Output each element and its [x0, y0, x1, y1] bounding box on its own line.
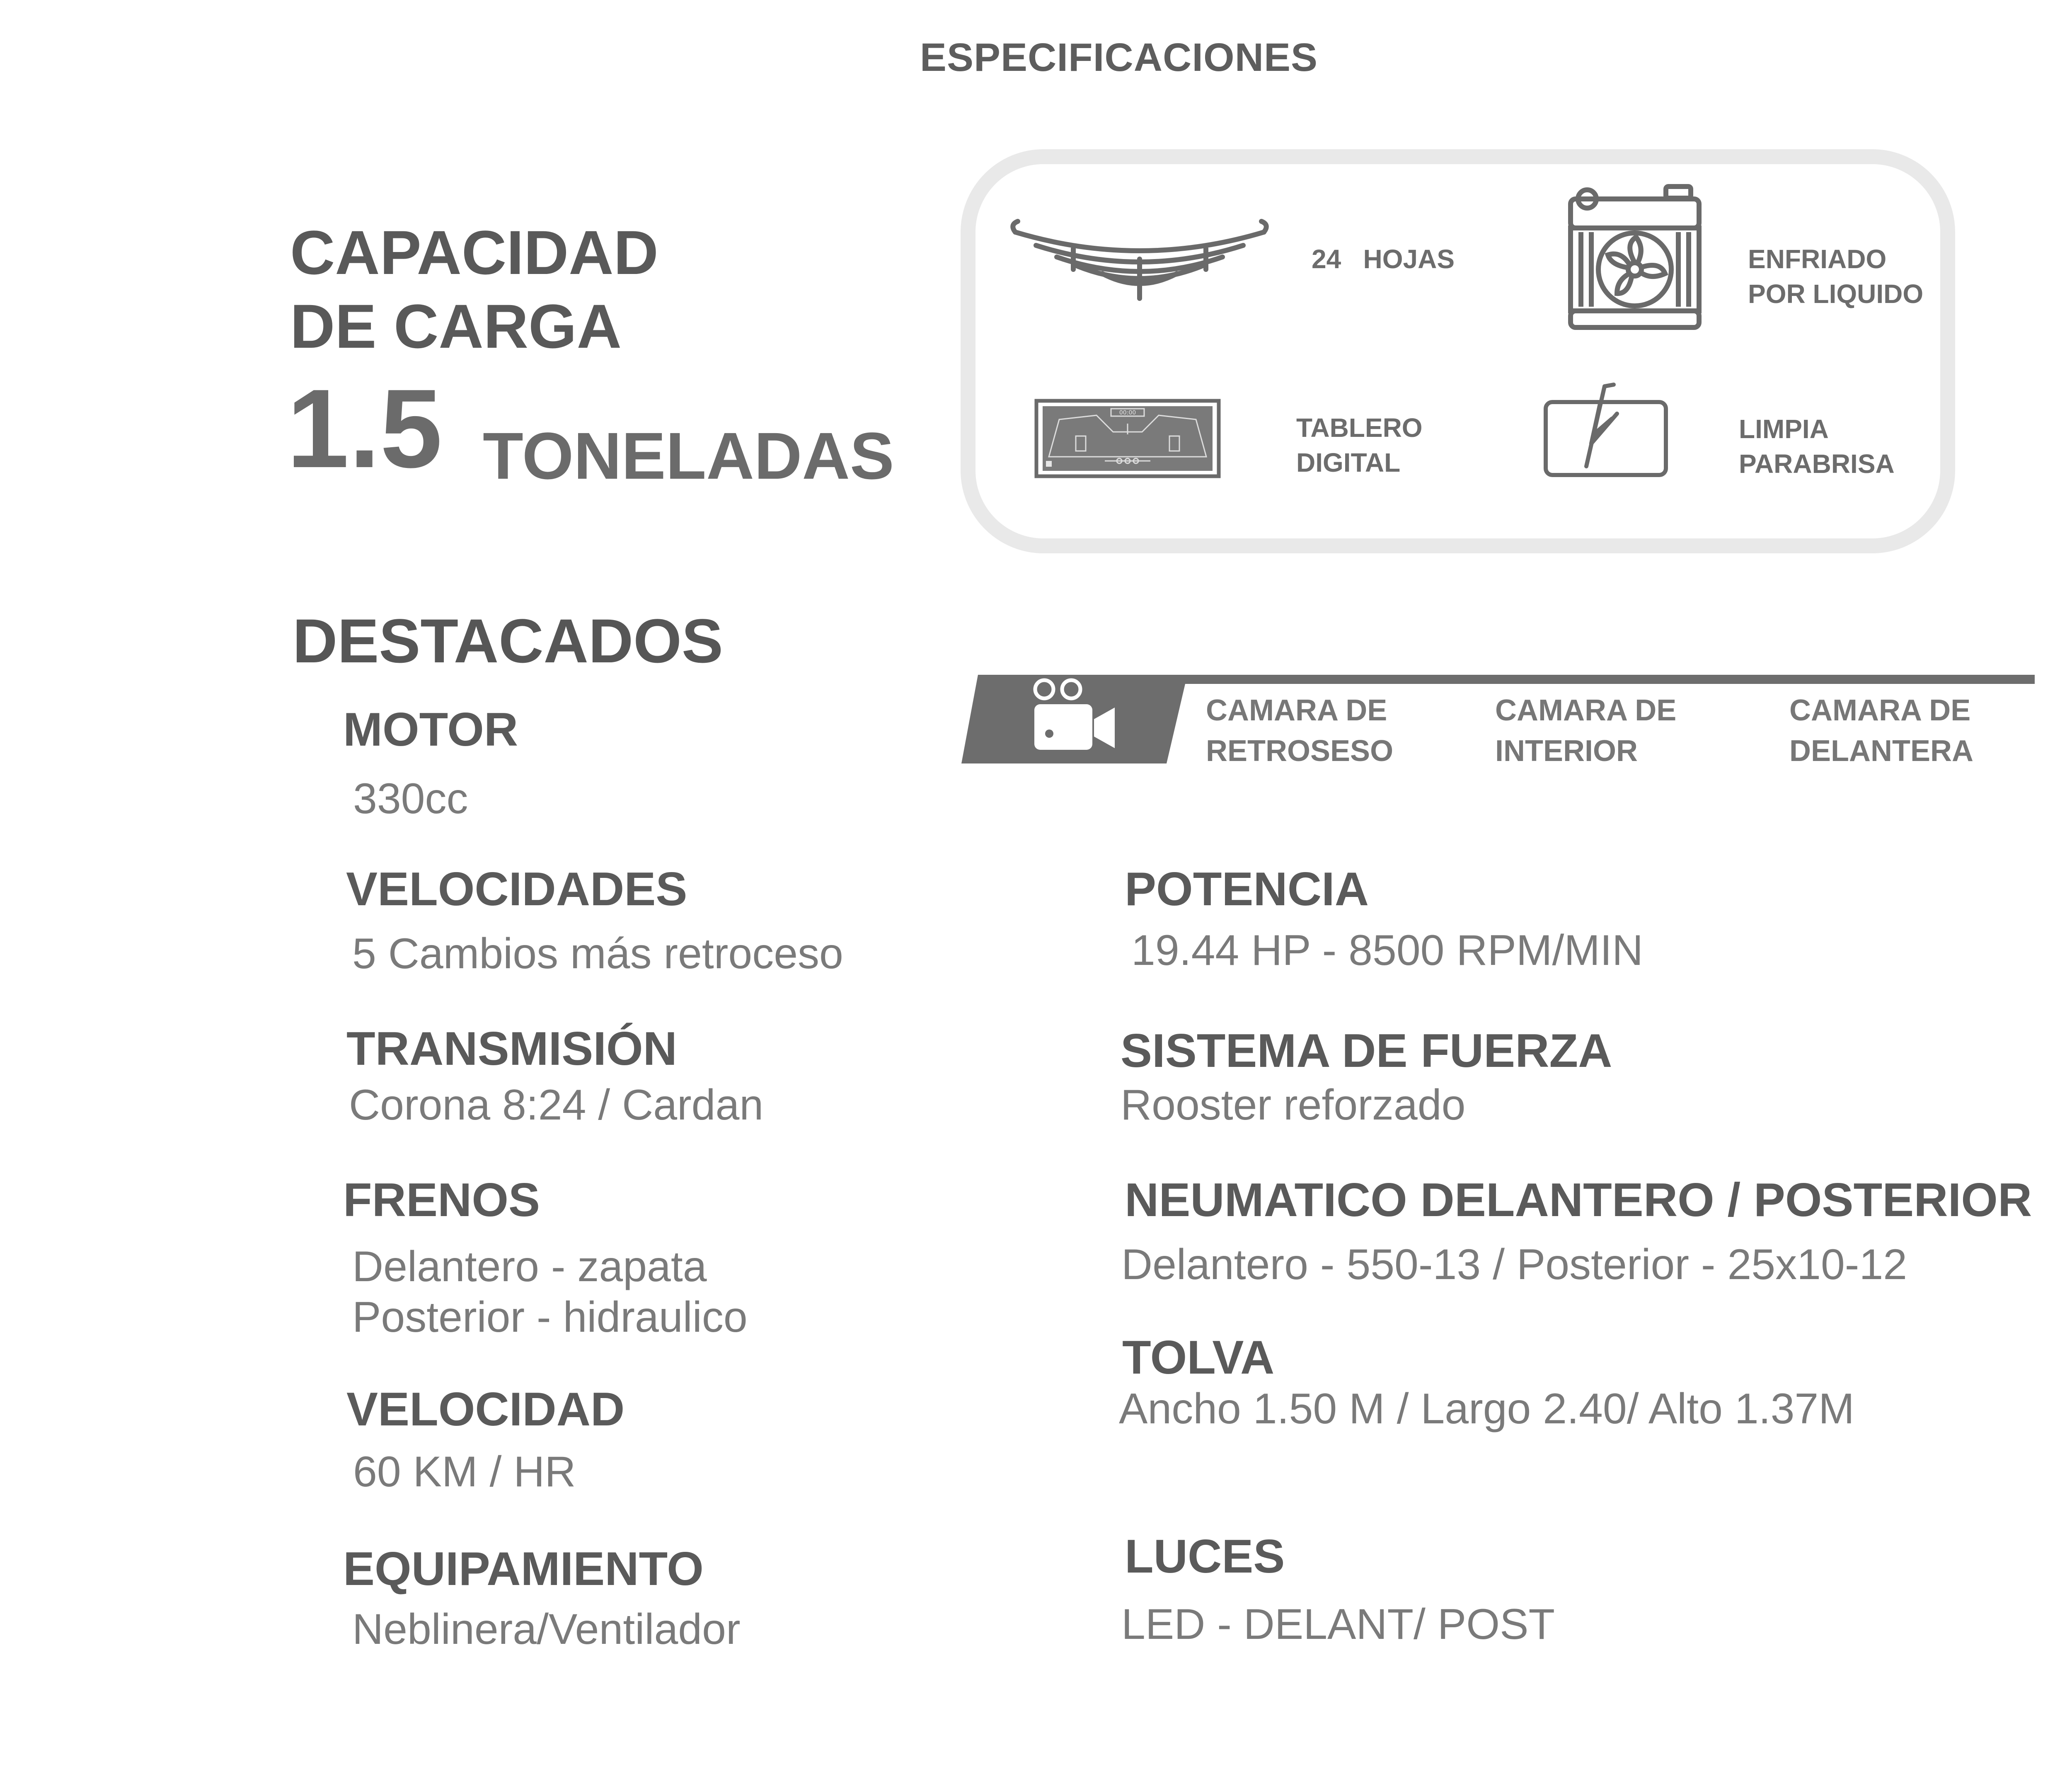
spec-neumatico-value: Delantero - 550-13 / Posterior - 25x10-12 — [1121, 1241, 1907, 1289]
camera-item-front-1: CAMARA DE — [1789, 694, 1971, 727]
spec-equipamiento-value: Neblinera/Ventilador — [352, 1605, 741, 1653]
spec-neumatico-title: NEUMATICO DELANTERO / POSTERIOR — [1125, 1174, 2032, 1226]
capacity-line-1: CAPACIDAD — [290, 218, 658, 287]
spec-tolva-value: Ancho 1.50 M / Largo 2.40/ Alto 1.37M — [1119, 1385, 1854, 1433]
spec-frenos-title: FRENOS — [343, 1174, 540, 1226]
dashboard-label-2: DIGITAL — [1296, 448, 1401, 477]
spec-frenos-value-front: Delantero - zapata — [352, 1243, 707, 1291]
dashboard-label — [1296, 410, 1423, 480]
dashboard-label-1: TABLERO — [1296, 413, 1423, 443]
wiper-icon — [1542, 381, 1671, 481]
spec-potencia-value: 19.44 HP - 8500 RPM/MIN — [1131, 926, 1644, 974]
camera-icon — [1032, 678, 1119, 756]
camera-item-front-2: DELANTERA — [1789, 734, 1973, 768]
spec-transmision-value: Corona 8:24 / Cardan — [349, 1081, 764, 1129]
leaf-spring-label — [1312, 242, 1455, 276]
page-title: ESPECIFICACIONES — [920, 35, 1318, 80]
wiper-label-2: PARABRISA — [1739, 449, 1895, 479]
spec-velocidad-value: 60 KM / HR — [353, 1448, 576, 1496]
spec-velocidades-title: VELOCIDADES — [346, 863, 687, 916]
spec-potencia-title: POTENCIA — [1125, 863, 1369, 916]
spec-transmision-title: TRANSMISIÓN — [346, 1023, 677, 1075]
leaf-spring-count: 24 — [1312, 244, 1341, 274]
spec-luces-title: LUCES — [1125, 1530, 1285, 1583]
radiator-icon — [1562, 182, 1707, 332]
wiper-label-1: LIMPIA — [1739, 414, 1829, 444]
camera-item-rear-2: RETROSESO — [1206, 734, 1394, 768]
spec-tolva-title: TOLVA — [1122, 1331, 1275, 1384]
radiator-label — [1748, 242, 1923, 311]
camera-item-interior-2: INTERIOR — [1495, 734, 1638, 768]
radiator-label-2: POR LIQUIDO — [1748, 279, 1924, 309]
capacity-heading — [290, 216, 658, 363]
spec-motor-value: 330cc — [353, 775, 468, 823]
digital-dashboard-icon — [1034, 399, 1221, 478]
camera-item-rear-1: CAMARA DE — [1206, 694, 1387, 727]
dashboard-screen-time: 00:00 — [1119, 410, 1136, 416]
spec-equipamiento-title: EQUIPAMIENTO — [343, 1543, 704, 1595]
spec-velocidad-title: VELOCIDAD — [346, 1383, 625, 1436]
spec-motor-title: MOTOR — [343, 703, 518, 756]
highlights-title: DESTACADOS — [293, 606, 723, 676]
wiper-label — [1739, 412, 1895, 481]
capacity-unit: TONELADAS — [483, 419, 894, 493]
spec-sistema-fuerza-value: Rooster reforzado — [1121, 1081, 1466, 1129]
spec-velocidades-value: 5 Cambios más retroceso — [352, 930, 843, 978]
leaf-spring-icon — [1007, 220, 1272, 303]
radiator-label-1: ENFRIADO — [1748, 244, 1887, 274]
capacity-value: 1.5 — [287, 366, 443, 491]
spec-luces-value: LED - DELANT/ POST — [1121, 1600, 1555, 1648]
camera-item-rear — [1206, 690, 1393, 771]
camera-item-interior-1: CAMARA DE — [1495, 694, 1677, 727]
features-card — [961, 149, 1955, 553]
camera-item-front — [1789, 690, 1973, 771]
leaf-spring-text: HOJAS — [1363, 244, 1455, 274]
capacity-line-2: DE CARGA — [290, 291, 622, 361]
camera-item-interior — [1495, 690, 1676, 771]
spec-sistema-fuerza-title: SISTEMA DE FUERZA — [1121, 1025, 1612, 1077]
spec-frenos-value-rear: Posterior - hidraulico — [352, 1293, 748, 1341]
